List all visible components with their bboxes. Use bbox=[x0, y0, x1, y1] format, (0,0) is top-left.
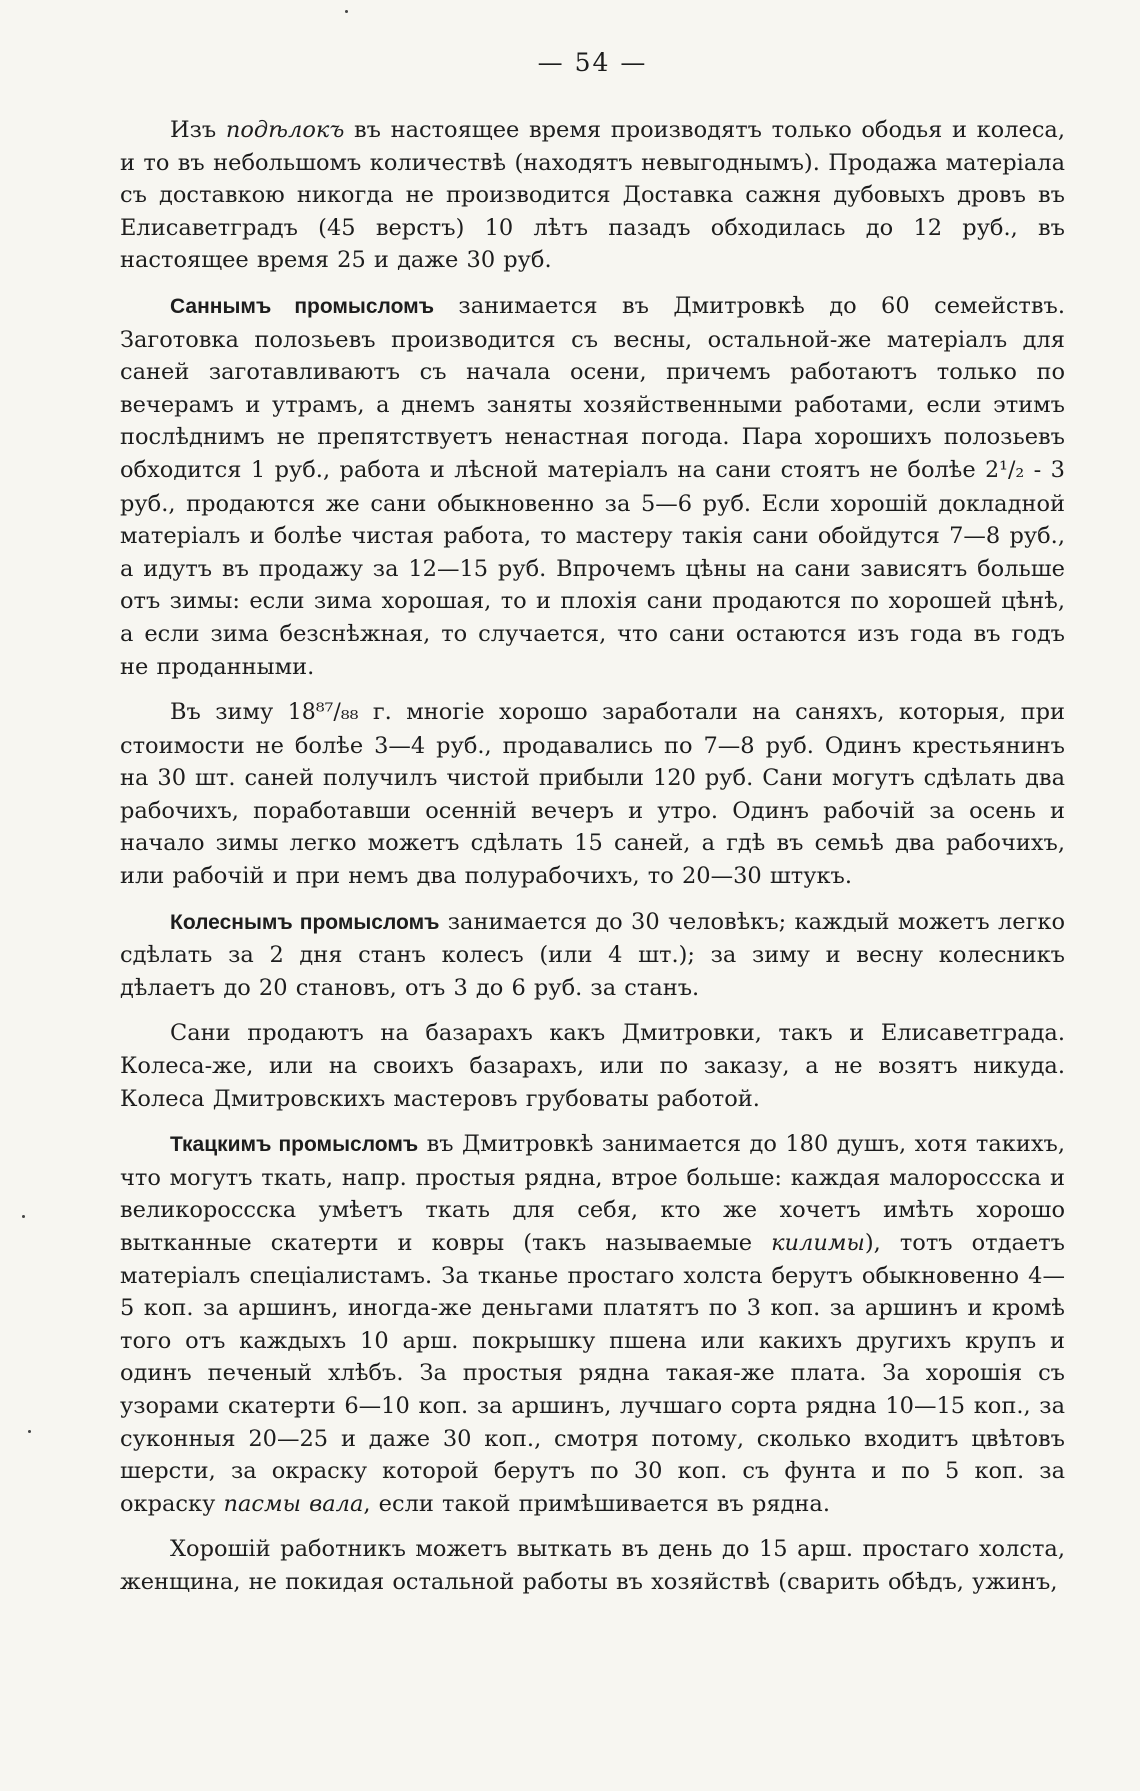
year-value: 18⁸⁷/₈₈ bbox=[287, 700, 359, 726]
page-number: — 54 — bbox=[537, 48, 648, 77]
paragraph-text: въ Дмитровкѣ занимается до 180 душъ, хотя такихъ, что могутъ ткать, напр. простыя рядна, втрое больше: каждая малороссска и великороссска умѣетъ ткать для себя, кто же хочетъ имѣть хорошо вытканные скатерти и ковры (такъ называемые bbox=[120, 1131, 1065, 1256]
paragraph-text: ), тотъ отдаетъ матеріалъ спеціалистамъ. За тканье простаго холста берутъ обыкновенно 4—5 коп. за аршинъ, иногда-же деньгами платятъ по 3 коп. за аршинъ и кромѣ того отъ каждыхъ 10 арш. покрышку пшена или какихъ другихъ крупъ и одинъ печеный хлѣбъ. За простыя рядна такая-же плата. За хорошія съ узорами скатерти 6—10 коп. за аршинъ, лучшаго сорта рядна 10—15 коп., за суконныя 20—25 и даже 30 коп., смотря потому, сколько входитъ цвѣтовъ шерсти, за окраску которой берутъ по 30 коп. съ фунта и по 5 коп. за окраску bbox=[120, 1230, 1065, 1517]
fraction-value: 2¹/₂ bbox=[985, 457, 1025, 483]
paragraph-text: - 3 руб., продаются же сани обыкновенно за 5—6 руб. Если хорошій докладной матеріалъ и болѣе чистая работа, то мастеру такія сани обойдутся 7—8 руб., а идутъ въ продажу за 12—15 руб. Впрочемъ цѣны на сани зависятъ больше отъ зимы: если зима хорошая, то и плохія сани продаются по хорошей цѣнѣ, а если зима безснѣжная, то случается, что сани остаются изъ года въ годъ не проданными. bbox=[120, 456, 1065, 680]
paragraph-text: Сани продаютъ на базарахъ какъ Дмитровки, такъ и Елисаветграда. Колеса-же, или на своихъ базарахъ, или по заказу, а не возятъ никуда. Колеса Дмитровскихъ мастеровъ грубоваты работой. bbox=[120, 1020, 1065, 1112]
paragraph-text: Изъ bbox=[170, 117, 226, 143]
paragraph-kolesnym-promyslom bbox=[120, 906, 1065, 1005]
paragraph-text: Хорошій работникъ можетъ выткать въ день до 15 арш. простаго холста, женщина, не покидая остальной работы въ хозяйствѣ (сварить обѣдъ, ужинъ, bbox=[120, 1536, 1065, 1595]
section-term-wheel: Колеснымъ промысломъ bbox=[170, 910, 440, 934]
italic-term-podelki: подѣлокъ bbox=[225, 117, 345, 143]
paragraph-good-worker bbox=[120, 1533, 1065, 1598]
print-speck bbox=[22, 1215, 25, 1218]
print-speck bbox=[345, 10, 348, 13]
paragraph-text: г. многіе хорошо заработали на саняхъ, которыя, при стоимости не болѣе 3—4 руб., продавались по 7—8 руб. Одинъ крестьянинъ на 30 шт. саней получилъ чистой прибыли 120 руб. Сани могутъ сдѣлать два рабочихъ, поработавши осенній вечеръ и утро. Одинъ рабочій за осень и начало зимы легко можетъ сдѣлать 15 саней, а гдѣ въ семьѣ два рабочихъ, или рабочій и при немъ два полурабочихъ, то 20—30 штукъ. bbox=[120, 699, 1065, 890]
paragraph-sannym-promyslom bbox=[120, 290, 1065, 683]
italic-term-pasmy-vala: пасмы вала bbox=[223, 1490, 364, 1517]
paragraph-text: Въ зиму bbox=[170, 699, 288, 726]
paragraph-text: занимается въ Дмитровкѣ до 60 семействъ. Заготовка полозьевъ производится съ весны, остальной-же матеріалъ для саней заготавливаютъ съ начала осени, причемъ работаютъ только по вечерамъ и утрамъ, а днемъ заняты хозяйственными работами, если этимъ послѣднимъ не препятствуетъ ненастная погода. Пара хорошихъ полозьевъ обходится 1 руб., работа и лѣсной матеріалъ на сани стоятъ не болѣе bbox=[120, 292, 1066, 483]
italic-term-kilimy: килимы bbox=[771, 1230, 865, 1256]
paragraph-winter-1887 bbox=[120, 696, 1065, 893]
document-page bbox=[120, 48, 1065, 1612]
paragraph-podelki bbox=[120, 114, 1065, 277]
section-term-weaving: Ткацкимъ промысломъ bbox=[170, 1133, 419, 1157]
paragraph-text: занимается до 30 человѣкъ; каждый можетъ легко сдѣлать за 2 дня станъ колесъ (или 4 шт.); за зиму и весну колесникъ дѣлаетъ до 20 становъ, отъ 3 до 6 руб. за станъ. bbox=[120, 908, 1066, 1001]
paragraph-markets bbox=[120, 1017, 1065, 1115]
paragraph-text: въ настоящее время производятъ только ободья и колеса, и то въ небольшомъ количествѣ (находятъ невыгоднымъ). Продажа матеріала съ доставкою никогда не производится Доставка сажня дубовыхъ дровъ въ Елисаветградъ (45 верстъ) 10 лѣтъ пазадъ обходилась до 12 руб., въ настоящее время 25 и даже 30 руб. bbox=[120, 117, 1065, 274]
paragraph-text: , если такой примѣшивается въ рядна. bbox=[363, 1490, 830, 1517]
section-term-sleigh: Саннымъ промысломъ bbox=[170, 294, 435, 318]
paragraph-tkatskim-promyslom bbox=[120, 1128, 1065, 1520]
print-speck bbox=[28, 1430, 31, 1433]
